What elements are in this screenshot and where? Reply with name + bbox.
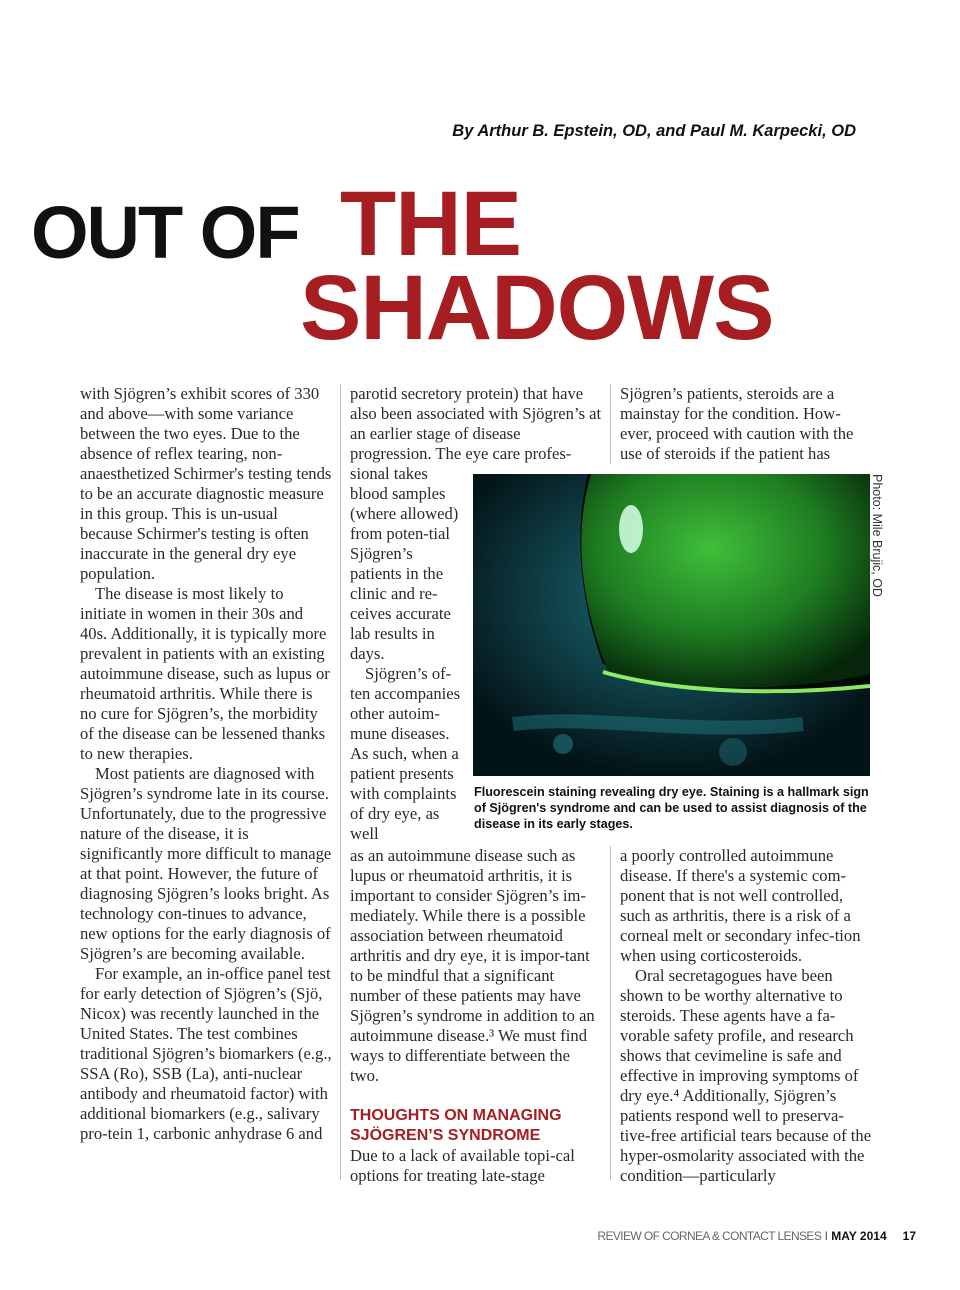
page-number: 17 [902, 1229, 916, 1243]
paragraph: Due to a lack of available topi-cal options for treating late-stage [350, 1146, 575, 1185]
paragraph: Most patients are diagnosed with Sjögren’s syndrome late in its course. Unfortunately, due to the progressive nature of the disease, it is significantly more difficult to manage at that point. However, the future of diagnosing Sjögren’s looks bright. As technology con-tinues to advance, new options for the early diagnosis of Sjögren’s are becoming available. [80, 764, 332, 963]
paragraph: Sjögren’s of-ten accompanies other autoim-mune diseases. As such, when a patient presents with complaints of dry eye, as well [350, 664, 461, 843]
column-divider-2a [610, 384, 611, 464]
column-divider-2b [610, 846, 611, 1180]
figure-caption: Fluorescein staining revealing dry eye. Staining is a hallmark sign of Sjögren's syndrome and can be used to assist diagnosis of the disease in its early stages. [474, 785, 869, 831]
paragraph: For example, an in-office panel test for early detection of Sjögren’s (Sjö, Nicox) was recently launched in the United States. The test combines traditional Sjögren’s biomarkers (e.g., SSA (Ro), SSB (La), anti-nuclear antibody and rheumatoid factor) with additional biomarkers (e.g., salivary pro-tein 1, carbonic anhydrase 6 and [80, 964, 332, 1143]
paragraph: with Sjögren’s exhibit scores of 330 and above—with some variance between the two eyes. Due to the absence of reflex tearing, non-anaesthetized Schirmer's testing tends to be an accurate diagnostic measure in this group. This is un-usual because Schirmer's testing is often inaccurate in the general dry eye population. [80, 384, 332, 583]
footer-separator: I [821, 1229, 832, 1243]
photo-credit: Photo: Mile Brujic, OD [870, 474, 884, 597]
byline: By Arthur B. Epstein, OD, and Paul M. Karpecki, OD [452, 122, 856, 140]
paragraph: sional takes blood samples (where allowed) from poten-tial Sjögren’s patients in the clinic and re-ceives accurate lab results in days. [350, 464, 459, 663]
title-out-of: OUT OF [31, 191, 299, 274]
title-shadows: SHADOWS [300, 257, 774, 359]
column-divider-1 [340, 384, 341, 1180]
paragraph: Sjögren’s patients, steroids are a mainstay for the condition. How-ever, proceed with caution with the use of steroids if the patient has [620, 384, 854, 463]
body-column-2-bottom [350, 846, 602, 1186]
paragraph: Oral secretagogues have been shown to be worthy alternative to steroids. These agents have a fa-vorable safety profile, and research shows that cevimeline is safe and effective in improving symptoms of dry eye.⁴ Additionally, Sjögren’s patients respond well to preserva-tive-free artificial tears because of the hyper-osmolarity associated with the condition—particularly [620, 966, 872, 1185]
paragraph: parotid secretory protein) that have also been associated with Sjögren’s at an earlier stage of disease progression. The eye care profes- [350, 384, 602, 463]
fluorescein-eye-photo [473, 474, 870, 776]
issue-date: MAY 2014 [831, 1229, 887, 1243]
page-footer [560, 1229, 916, 1243]
journal-name: REVIEW OF CORNEA & CONTACT LENSES [597, 1229, 822, 1243]
paragraph: a poorly controlled autoimmune disease. If there's a systemic com-ponent that is not well controlled, such as arthritis, there is a risk of a corneal melt or secondary infec-tion when using corticosteroids. [620, 846, 861, 965]
body-column-1 [80, 384, 332, 1144]
body-column-2-top [350, 384, 602, 464]
title-the: THE [340, 173, 521, 275]
body-column-3-top [620, 384, 872, 464]
section-heading: THOUGHTS ON MANAGING SJÖGREN’S SYNDROME [350, 1107, 562, 1144]
body-column-2-narrow [350, 464, 468, 844]
paragraph: The disease is most likely to initiate in women in their 30s and 40s. Additionally, it is typically more prevalent in patients with an existing autoimmune disease, such as lupus or rheumatoid arthritis. While there is no cure for Sjögren’s, the morbidity of the disease can be lessened thanks to new therapies. [80, 584, 330, 763]
body-column-3-bottom [620, 846, 872, 1186]
paragraph: as an autoimmune disease such as lupus or rheumatoid arthritis, it is important to consider Sjögren’s im-mediately. While there is a possible association between rheumatoid arthritis and dry eye, it is impor-tant to be mindful that a significant number of these patients may have Sjögren’s syndrome in addition to an autoimmune disease.³ We must find ways to differentiate between the two. [350, 846, 595, 1085]
